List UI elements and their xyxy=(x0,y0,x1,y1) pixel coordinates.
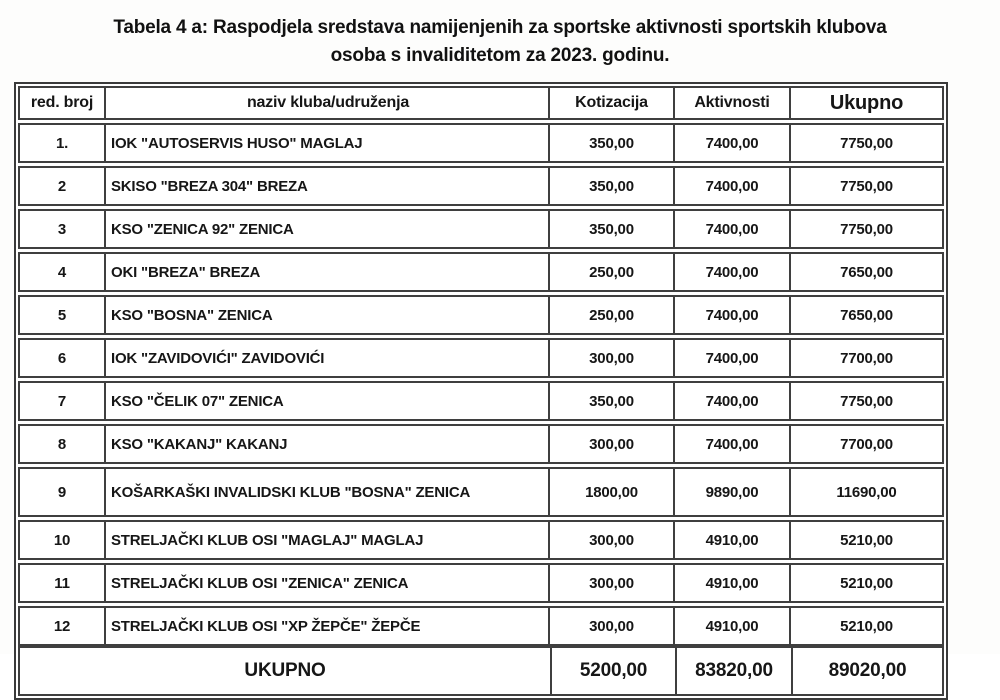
table-row xyxy=(18,520,944,560)
ukupno-value: 5210,00 xyxy=(840,617,893,635)
ukupno-value: 5210,00 xyxy=(840,531,893,549)
ukupno-value: 7700,00 xyxy=(840,349,893,367)
table-rows xyxy=(18,123,944,646)
table-row xyxy=(18,252,944,292)
footer-aktivnosti-total: 83820,00 xyxy=(677,648,793,694)
aktivnosti-value: 4910,00 xyxy=(675,608,791,644)
row-number: 5 xyxy=(20,297,106,333)
ukupno-value: 7750,00 xyxy=(840,392,893,410)
kotizacija-value: 300,00 xyxy=(550,340,675,376)
ukupno-value: 7650,00 xyxy=(840,306,893,324)
kotizacija-value: 300,00 xyxy=(550,565,675,601)
club-name: STRELJAČKI KLUB OSI "MAGLAJ" MAGLAJ xyxy=(106,522,550,558)
footer-kotizacija-total: 5200,00 xyxy=(552,648,677,694)
club-name: KSO "KAKANJ" KAKANJ xyxy=(106,426,550,462)
ukupno-value: 11690,00 xyxy=(836,483,897,501)
row-number: 9 xyxy=(20,469,106,515)
ukupno-value: 7750,00 xyxy=(840,177,893,195)
ukupno-value: 7750,00 xyxy=(840,220,893,238)
kotizacija-value: 300,00 xyxy=(550,522,675,558)
header-ukupno: Ukupno xyxy=(829,91,904,114)
table-row xyxy=(18,166,944,206)
club-name: KSO "BOSNA" ZENICA xyxy=(106,297,550,333)
row-number: 3 xyxy=(20,211,106,247)
club-name: SKISO "BREZA 304" BREZA xyxy=(106,168,550,204)
kotizacija-value: 350,00 xyxy=(550,211,675,247)
aktivnosti-value: 7400,00 xyxy=(675,168,791,204)
row-number: 1. xyxy=(20,125,106,161)
table-row xyxy=(18,295,944,335)
club-name: KSO "ČELIK 07" ZENICA xyxy=(106,383,550,419)
table-row xyxy=(18,209,944,249)
row-number: 4 xyxy=(20,254,106,290)
footer-label: UKUPNO xyxy=(20,648,552,694)
club-name: KOŠARKAŠKI INVALIDSKI KLUB "BOSNA" ZENICA xyxy=(106,469,550,515)
club-name: IOK "ZAVIDOVIĆI" ZAVIDOVIĆI xyxy=(106,340,550,376)
table-row xyxy=(18,606,944,646)
footer-ukupno-total: 89020,00 xyxy=(828,660,907,681)
table-row xyxy=(18,424,944,464)
club-name: STRELJAČKI KLUB OSI "XP ŽEPČE" ŽEPČE xyxy=(106,608,550,644)
kotizacija-value: 1800,00 xyxy=(550,469,675,515)
table-row xyxy=(18,381,944,421)
header-naziv: naziv kluba/udruženja xyxy=(106,88,550,118)
kotizacija-value: 300,00 xyxy=(550,608,675,644)
club-name: OKI "BREZA" BREZA xyxy=(106,254,550,290)
row-number: 11 xyxy=(20,565,106,601)
aktivnosti-value: 7400,00 xyxy=(675,383,791,419)
kotizacija-value: 350,00 xyxy=(550,383,675,419)
club-name: STRELJAČKI KLUB OSI "ZENICA" ZENICA xyxy=(106,565,550,601)
document-title-line1: Tabela 4 a: Raspodjela sredstava namijenjenih za sportske aktivnosti sportskih klubova xyxy=(113,17,887,38)
table-footer-row xyxy=(18,646,944,696)
row-number: 2 xyxy=(20,168,106,204)
ukupno-value: 7700,00 xyxy=(840,435,893,453)
aktivnosti-value: 7400,00 xyxy=(675,254,791,290)
aktivnosti-value: 9890,00 xyxy=(675,469,791,515)
kotizacija-value: 250,00 xyxy=(550,254,675,290)
row-number: 10 xyxy=(20,522,106,558)
aktivnosti-value: 7400,00 xyxy=(675,426,791,462)
aktivnosti-value: 4910,00 xyxy=(675,522,791,558)
aktivnosti-value: 7400,00 xyxy=(675,211,791,247)
header-kotizacija: Kotizacija xyxy=(550,88,675,118)
header-red-broj: red. broj xyxy=(20,88,106,118)
document-title xyxy=(0,0,1000,69)
kotizacija-value: 250,00 xyxy=(550,297,675,333)
row-number: 12 xyxy=(20,608,106,644)
ukupno-value: 7650,00 xyxy=(840,263,893,281)
allocation-table xyxy=(14,82,948,700)
header-aktivnosti: Aktivnosti xyxy=(675,88,791,118)
table-row xyxy=(18,563,944,603)
kotizacija-value: 350,00 xyxy=(550,125,675,161)
aktivnosti-value: 7400,00 xyxy=(675,297,791,333)
row-number: 7 xyxy=(20,383,106,419)
table-row xyxy=(18,123,944,163)
aktivnosti-value: 7400,00 xyxy=(675,340,791,376)
ukupno-value: 5210,00 xyxy=(840,574,893,592)
kotizacija-value: 300,00 xyxy=(550,426,675,462)
document-title-line2: osoba s invaliditetom za 2023. godinu. xyxy=(330,44,670,66)
club-name: IOK "AUTOSERVIS HUSO" MAGLAJ xyxy=(106,125,550,161)
ukupno-value: 7750,00 xyxy=(840,134,893,152)
kotizacija-value: 350,00 xyxy=(550,168,675,204)
table-row xyxy=(18,467,944,517)
table-header-row xyxy=(18,86,944,120)
row-number: 6 xyxy=(20,340,106,376)
table-row xyxy=(18,338,944,378)
row-number: 8 xyxy=(20,426,106,462)
club-name: KSO "ZENICA 92" ZENICA xyxy=(106,211,550,247)
aktivnosti-value: 7400,00 xyxy=(675,125,791,161)
aktivnosti-value: 4910,00 xyxy=(675,565,791,601)
